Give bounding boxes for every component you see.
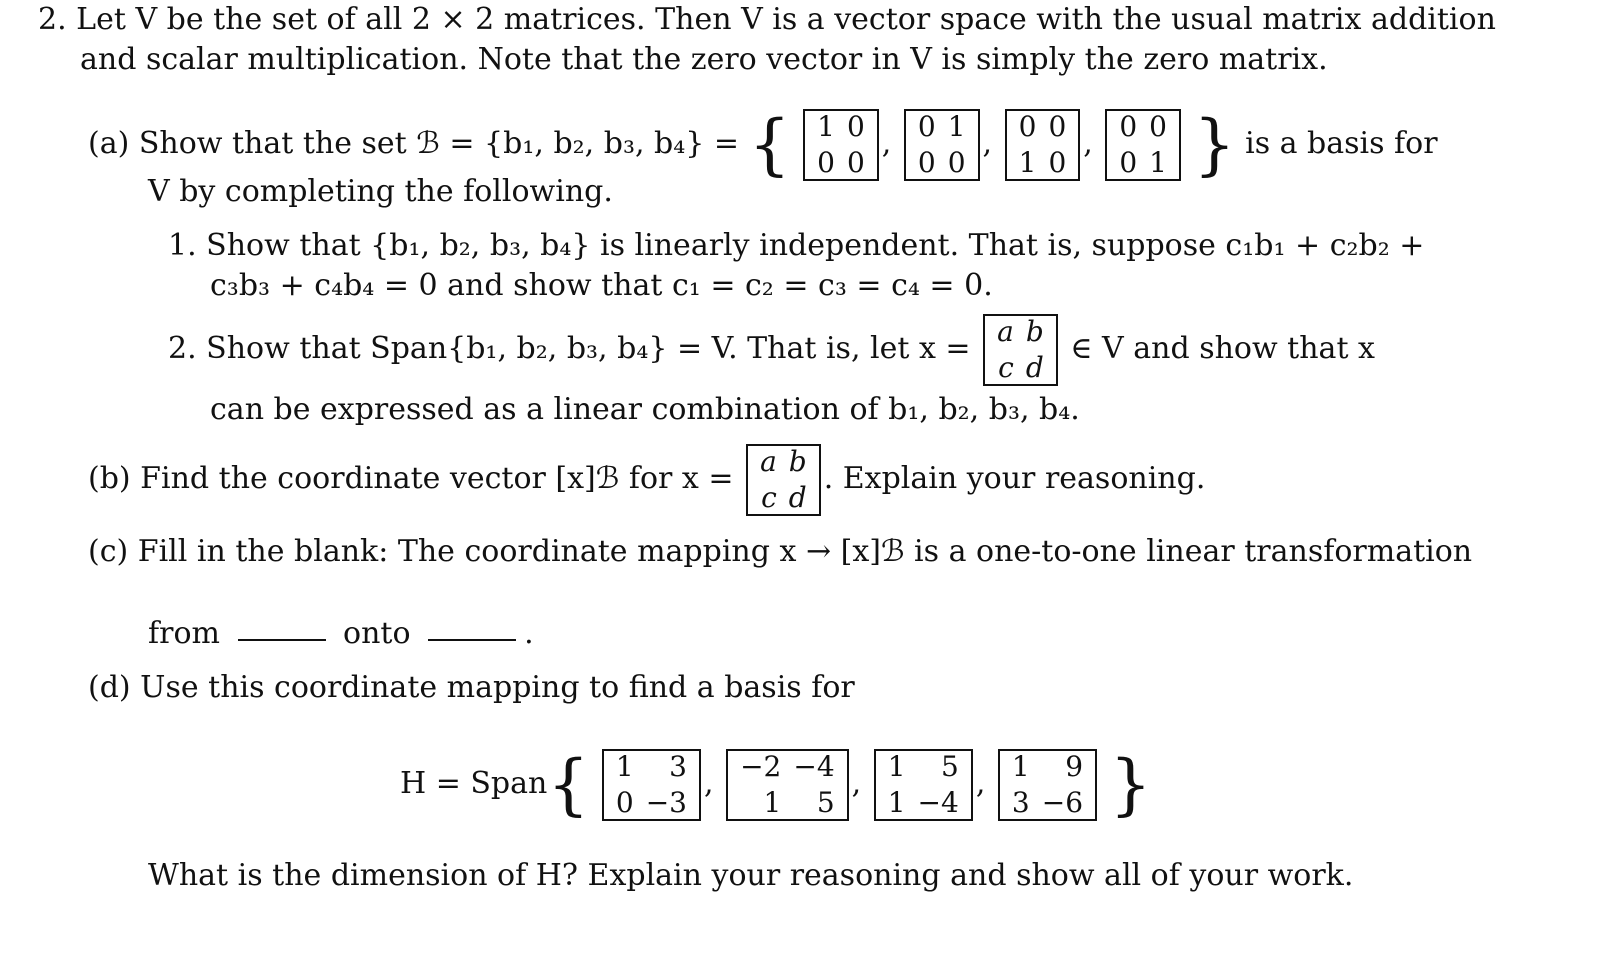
matrix-entry: 0 <box>615 786 634 819</box>
matrix-entry: 0 <box>846 146 865 179</box>
part-b-matrix <box>746 444 821 516</box>
onto-label: onto <box>343 616 411 651</box>
matrix-entry: 1 <box>615 750 634 783</box>
matrix-entry: 5 <box>941 750 959 783</box>
matrix-entry: 1 <box>763 786 782 819</box>
part-a-lead: Show that the set ℬ = {b₁, b₂, b₃, b₄} = <box>138 126 740 161</box>
intro-text-1: Let V be the set of all 2 × 2 matrices. Then V is a vector space with the usual matrix addition <box>76 2 1496 37</box>
matrix-entry: 1 <box>887 750 906 783</box>
matrix-entry: 0 <box>947 146 966 179</box>
matrix-entry: 0 <box>917 146 936 179</box>
step-1-line-2: c₃b₃ + c₄b₄ = 0 and show that c₁ = c₂ = c₃ = c₄ = 0. <box>210 268 993 303</box>
h-matrix-3 <box>874 749 973 821</box>
part-d-label: (d) <box>88 670 131 705</box>
part-c-text: Fill in the blank: The coordinate mapping x → [x]ℬ is a one-to-one linear transformation <box>137 534 1473 569</box>
basis-matrix-4 <box>1105 109 1181 181</box>
part-c-end: . <box>524 616 534 651</box>
part-b-lead: Find the coordinate vector [x]ℬ for x = <box>140 461 734 496</box>
matrix-entry: 1 <box>947 110 966 143</box>
matrix-entry: 5 <box>816 786 835 819</box>
matrix-entry: 1 <box>1149 146 1167 179</box>
part-d-question: What is the dimension of H? Explain your reasoning and show all of your work. <box>148 858 1354 893</box>
matrix-entry: 3 <box>669 750 687 783</box>
onto-blank <box>428 639 516 641</box>
matrix-entry: 0 <box>917 110 936 143</box>
matrix-entry: 0 <box>1149 110 1167 143</box>
part-a-label: (a) <box>88 126 130 161</box>
part-d-text: Use this coordinate mapping to find a basis for <box>140 670 855 705</box>
step-2-tail: ∈ V and show that x <box>1070 331 1375 366</box>
basis-matrix-1 <box>803 109 879 181</box>
left-brace-symbol: { <box>547 746 590 823</box>
problem-intro-line-1 <box>38 2 1496 38</box>
part-a-tail: is a basis for <box>1245 126 1438 161</box>
matrix-entry: 1 <box>817 110 835 143</box>
right-brace-symbol: } <box>1193 106 1236 183</box>
h-span-lead: H = Span <box>400 766 548 801</box>
matrix-entry: 3 <box>1011 786 1030 819</box>
matrix-entry: 1 <box>1011 750 1030 783</box>
matrix-entry: 9 <box>1065 750 1084 783</box>
matrix-entry: 0 <box>846 110 865 143</box>
step-2-lead: Show that Span{b₁, b₂, b₃, b₄} = V. That is, let x = <box>206 331 971 366</box>
h-span-equation: H = Span{ 1 3 0 −3 , −2 −4 1 5 , 1 5 1 −4 , 1 9 3 −6 } <box>400 746 1152 823</box>
x-matrix <box>983 314 1058 386</box>
matrix-entry: 1 <box>1018 146 1037 179</box>
part-a-line-2: V by completing the following. <box>148 174 613 209</box>
matrix-entry: 0 <box>817 146 835 179</box>
step-2-number: 2. <box>168 331 197 366</box>
matrix-entry: −3 <box>645 786 687 819</box>
h-matrix-1 <box>602 749 701 821</box>
matrix-entry: b <box>1025 315 1044 348</box>
part-b-line <box>88 442 1205 516</box>
matrix-entry: c <box>998 351 1014 384</box>
matrix-entry: d <box>1025 351 1044 384</box>
matrix-entry: 0 <box>1048 146 1067 179</box>
matrix-entry: 0 <box>1048 110 1067 143</box>
from-blank <box>238 639 326 641</box>
h-matrix-2 <box>726 749 849 821</box>
matrix-entry: 0 <box>1119 146 1138 179</box>
from-label: from <box>148 616 220 651</box>
problem-intro-line-2: and scalar multiplication. Note that the zero vector in V is simply the zero matrix. <box>80 42 1328 77</box>
matrix-entry: −2 <box>740 750 782 783</box>
h-matrix-4 <box>998 749 1097 821</box>
matrix-entry: d <box>788 481 807 514</box>
matrix-entry: −6 <box>1041 786 1084 819</box>
matrix-entry: 0 <box>1018 110 1037 143</box>
basis-matrix-3 <box>1005 109 1081 181</box>
part-c-line-1 <box>88 534 1472 570</box>
part-c-line-2 <box>148 616 534 652</box>
part-b-tail: . Explain your reasoning. <box>823 461 1206 496</box>
part-d-line-1 <box>88 670 855 706</box>
problem-number: 2. <box>38 2 67 37</box>
part-a-line-1: (a) Show that the set ℬ = {b₁, b₂, b₃, b₄} = { 1 0 0 0 , 0 1 0 0 , 0 0 1 0 , 0 0 0 1 } is a basis for <box>88 106 1438 183</box>
matrix-entry: b <box>788 445 807 478</box>
step-1-text: Show that {b₁, b₂, b₃, b₄} is linearly independent. That is, suppose c₁b₁ + c₂b₂ + <box>206 228 1425 263</box>
step-2-line-1 <box>168 312 1375 386</box>
matrix-entry: a <box>997 315 1014 348</box>
matrix-entry: −4 <box>917 786 959 819</box>
step-2-line-2: can be expressed as a linear combination of b₁, b₂, b₃, b₄. <box>210 392 1080 427</box>
matrix-entry: 1 <box>887 786 906 819</box>
step-1-line-1 <box>168 228 1424 264</box>
left-brace-symbol: { <box>748 106 791 183</box>
matrix-entry: −4 <box>793 750 835 783</box>
step-1-number: 1. <box>168 228 197 263</box>
part-b-label: (b) <box>88 461 131 496</box>
basis-matrix-2 <box>904 109 980 181</box>
part-c-label: (c) <box>88 534 129 569</box>
right-brace-symbol: } <box>1109 746 1152 823</box>
matrix-entry: a <box>760 445 777 478</box>
matrix-entry: c <box>761 481 777 514</box>
matrix-entry: 0 <box>1119 110 1138 143</box>
